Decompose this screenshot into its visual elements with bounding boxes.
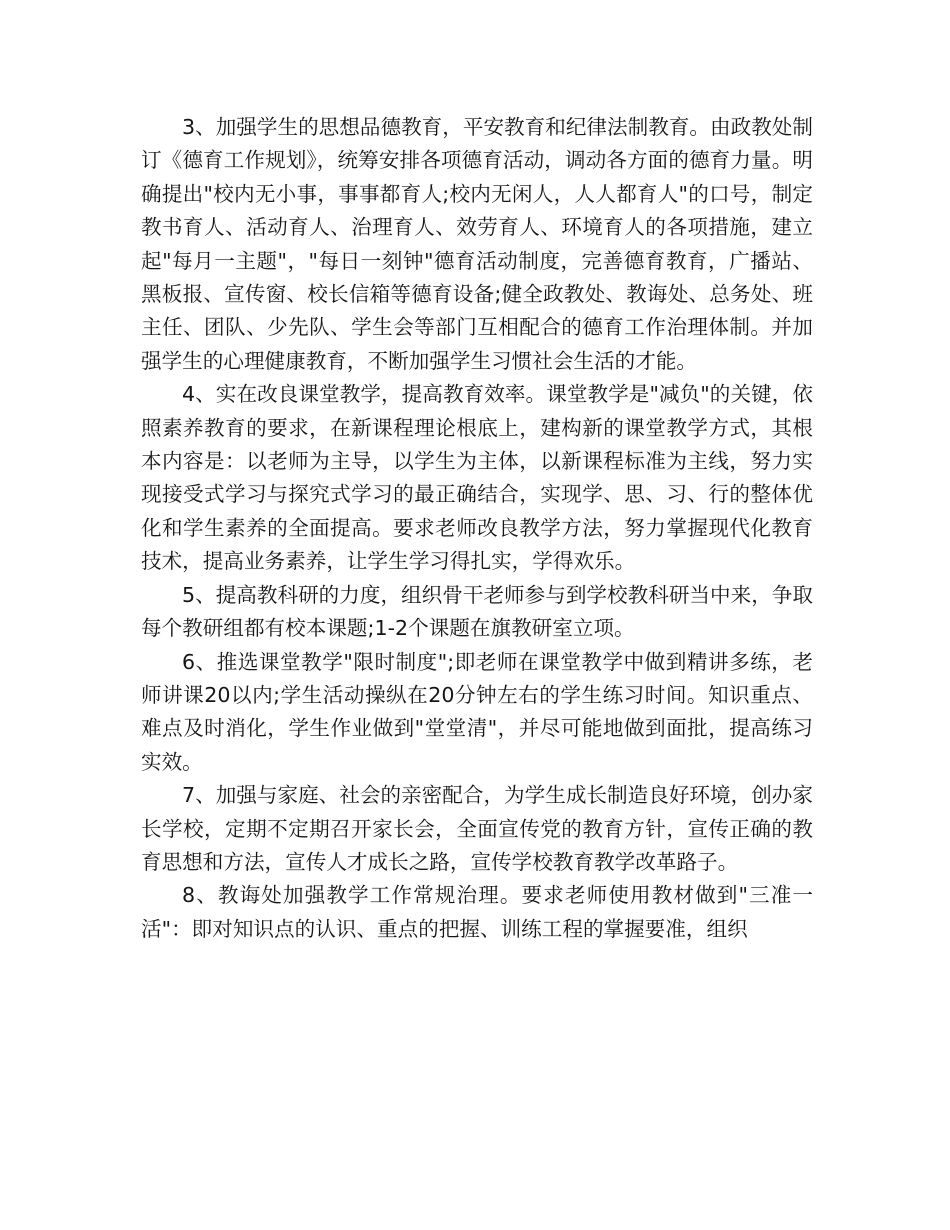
paragraph-item-7: 7、加强与家庭、社会的亲密配合，为学生成长制造良好环境，创办家长学校，定期不定期召开家长会，全面宣传党的教育方针，宣传正确的教育思想和方法，宣传人才成长之路，宣传学校教育教学改革路子。 — [141, 783, 813, 874]
paragraph-item-4: 4、实在改良课堂教学，提高教育效率。课堂教学是"减负"的关键，依照素养教育的要求，在新课程理论根底上，建构新的课堂教学方式，其根本内容是：以老师为主导，以学生为主体，以新课程标准为主线，努力实现接受式学习与探究式学习的最正确结合，实现学、思、习、行的整体优化和学生素养的全面提高。要求老师改良教学方法，努力掌握现代化教育技术，提高业务素养，让学生学习得扎实，学得欢乐。 — [141, 382, 813, 574]
paragraph-item-5: 5、提高教科研的力度，组织骨干老师参与到学校教科研当中来，争取每个教研组都有校本课题;1-2个课题在旗教研室立项。 — [141, 582, 813, 641]
document-body — [141, 111, 813, 946]
paragraph-item-3: 3、加强学生的思想品德教育，平安教育和纪律法制教育。由政教处制订《德育工作规划》，统筹安排各项德育活动，调动各方面的德育力量。明确提出"校内无小事，事事都育人;校内无闲人，人人都育人"的口号，制定教书育人、活动育人、治理育人、效劳育人、环境育人的各项措施，建立起"每月一主题"，"每日一刻钟"德育活动制度，完善德育教育，广播站、黑板报、宣传窗、校长信箱等德育设备;健全政教处、教诲处、总务处、班主任、团队、少先队、学生会等部门互相配合的德育工作治理体制。并加强学生的心理健康教育，不断加强学生习惯社会生活的才能。 — [141, 115, 813, 373]
paragraph-item-8: 8、教诲处加强教学工作常规治理。要求老师使用教材做到"三准一活"：即对知识点的认识、重点的把握、训练工程的掌握要准，组织 — [141, 883, 813, 941]
paragraph-item-6: 6、推选课堂教学"限时制度";即老师在课堂教学中做到精讲多练，老师讲课20以内;学生活动操纵在20分钟左右的学生练习时间。知识重点、难点及时消化，学生作业做到"堂堂清"，并尽可能地做到面批，提高练习实效。 — [141, 649, 813, 774]
